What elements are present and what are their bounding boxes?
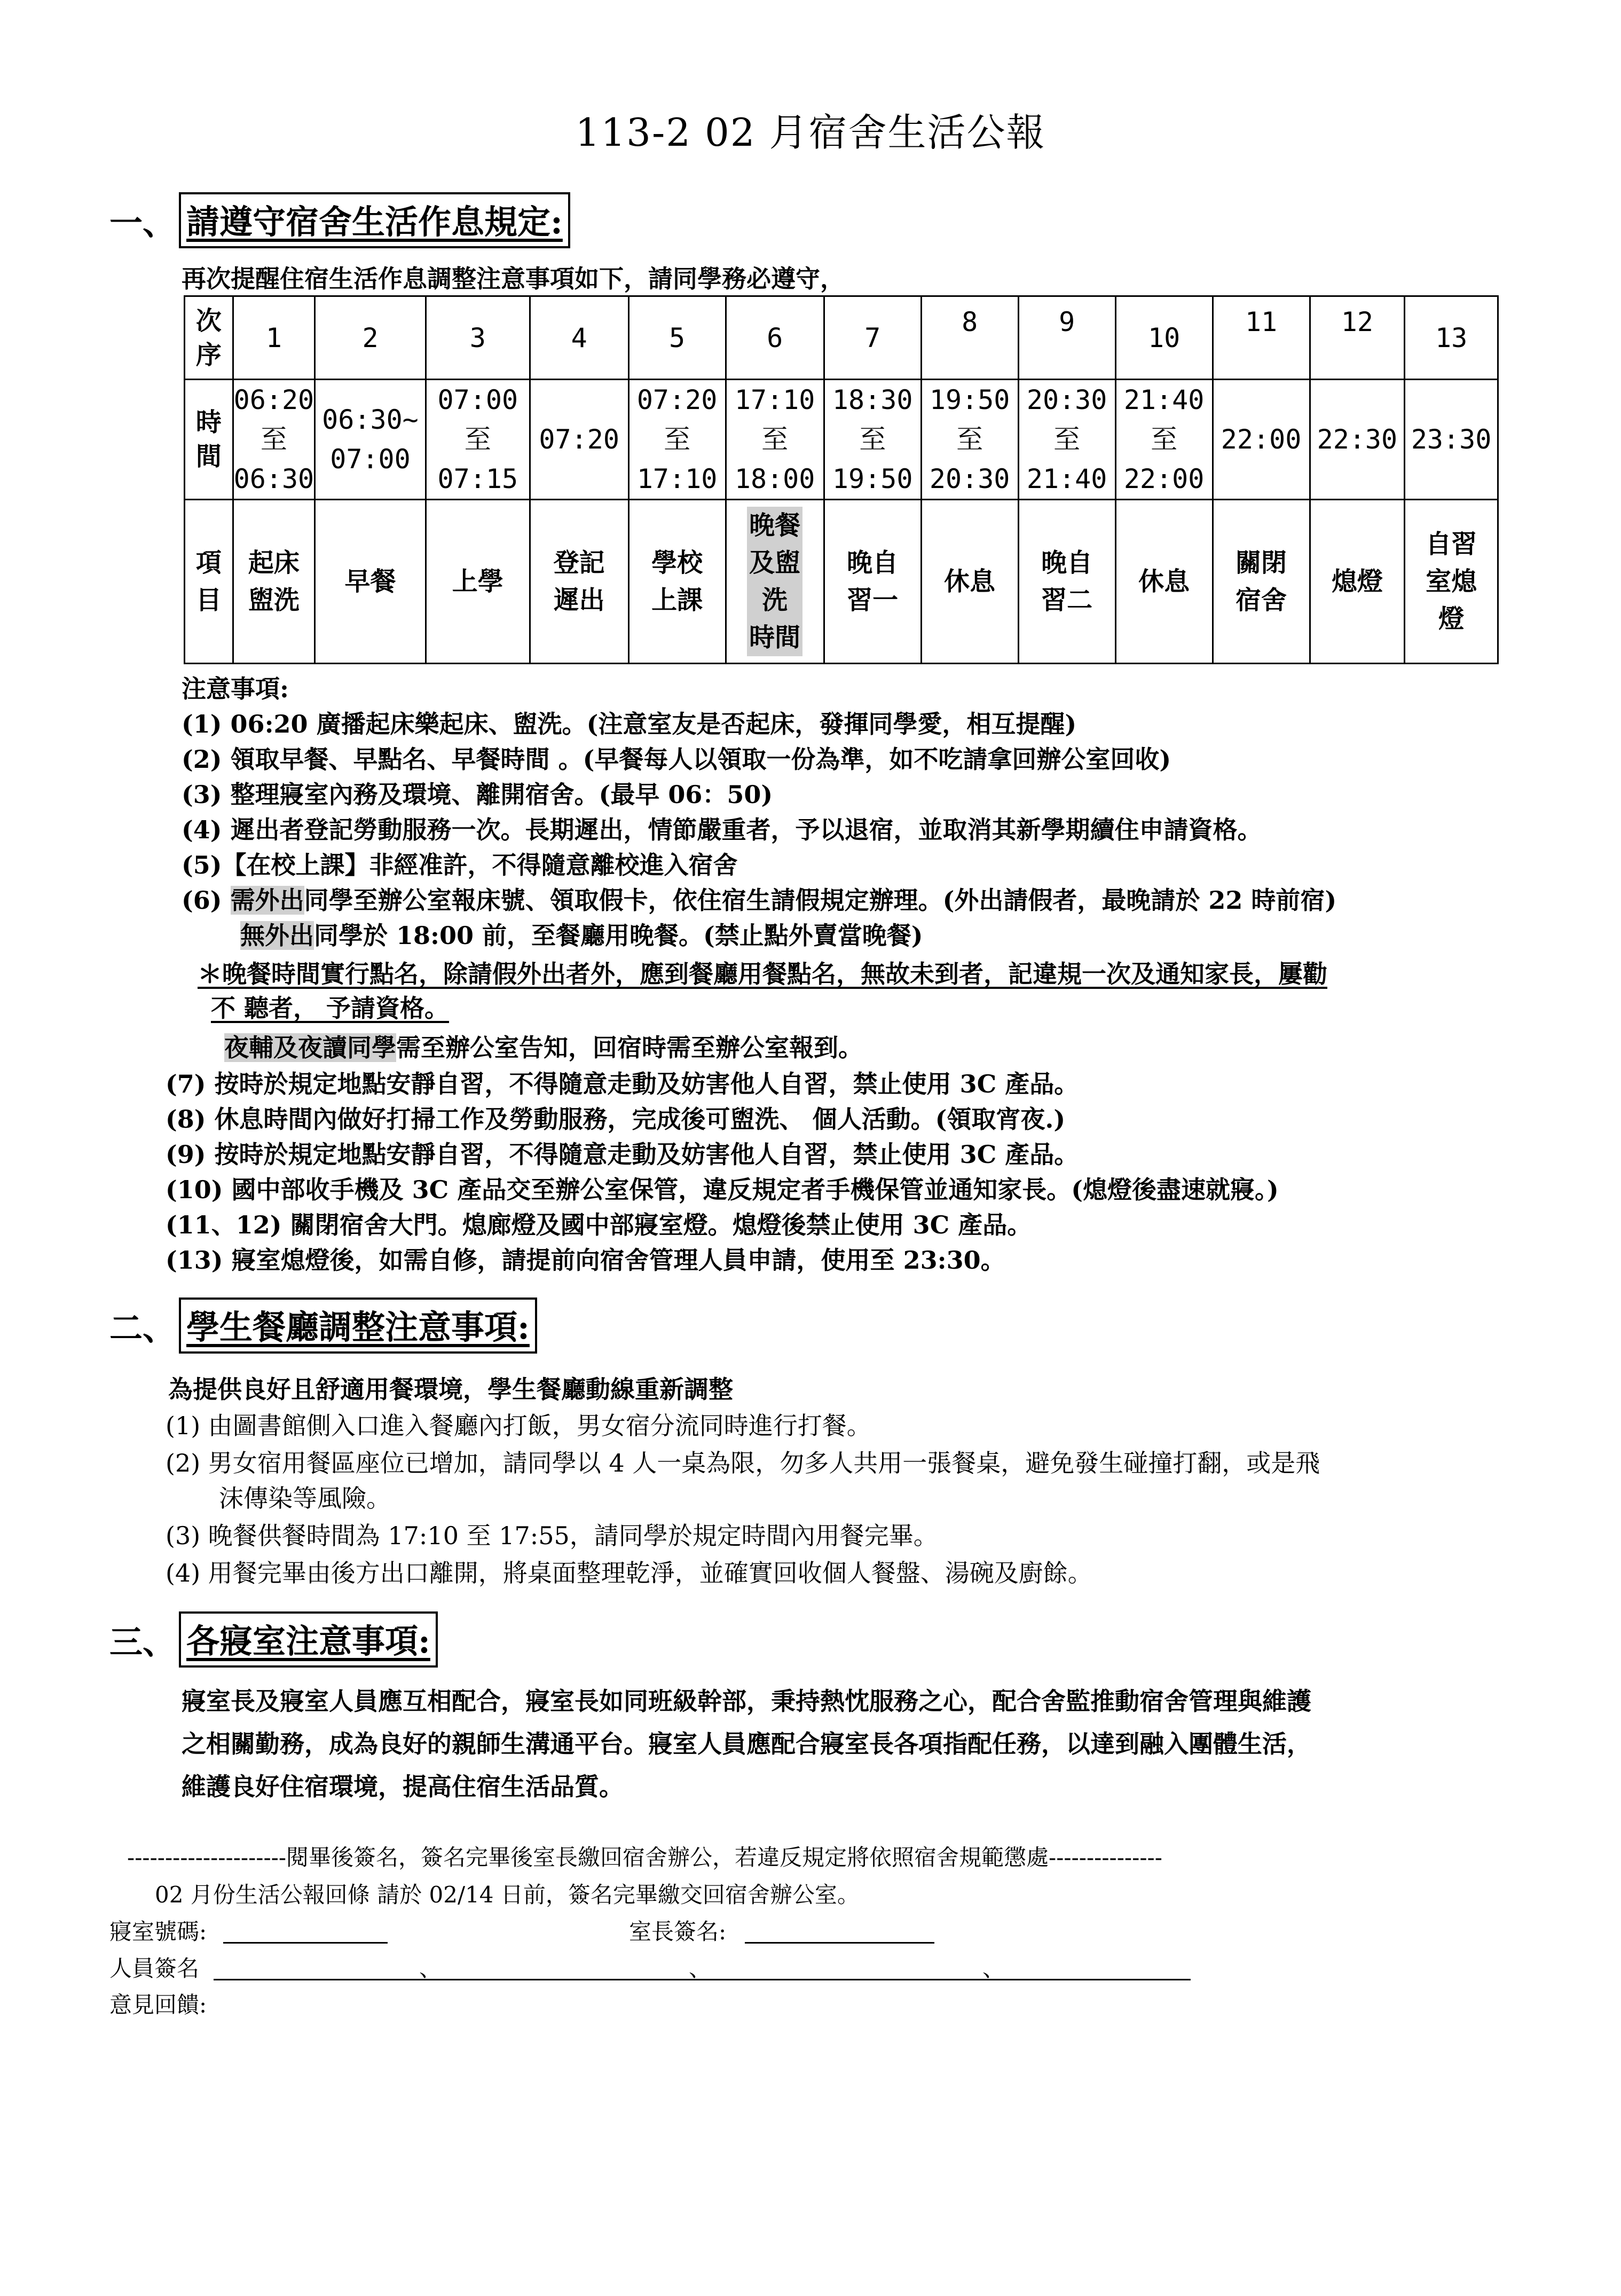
time-cell: 23:30: [1405, 380, 1498, 500]
time-cell: 07:20: [530, 380, 628, 500]
time-cell: 07:20 至 17:10: [628, 380, 726, 500]
item-cell: 自習 室熄 燈: [1405, 500, 1498, 664]
section3-number: 三、: [109, 1623, 176, 1662]
order-cell: 13: [1405, 296, 1498, 380]
order-cell: 2: [315, 296, 426, 380]
order-cell: 7: [824, 296, 921, 380]
order-cell: 10: [1115, 296, 1213, 380]
item-cell-highlight: 晚餐 及盥 洗 時間: [747, 507, 802, 656]
time-cell: 17:10 至 18:00: [726, 380, 824, 500]
note-13: (13) 寢室熄燈後，如需自修，請提前向宿舍管理人員申請，使用至 23:30。: [166, 1246, 1005, 1275]
item-cell: 學校 上課: [628, 500, 726, 664]
note-6-highlight: 需外出: [230, 886, 304, 915]
note-8: (8) 休息時間內做好打掃工作及勞動服務，完成後可盥洗、 個人活動。(領取宵夜.): [166, 1105, 1066, 1134]
note-3: (3) 整理寢室內務及環境、離開宿舍。(最早 06：50): [182, 780, 773, 809]
feedback-label: 意見回饋:: [109, 1992, 207, 2018]
cafeteria-note-3: (3) 晚餐供餐時間為 17:10 至 17:55，請同學於規定時間內用餐完畢。: [166, 1521, 938, 1550]
time-cell: 07:00 至 07:15: [426, 380, 530, 500]
room-number-field[interactable]: [223, 1942, 388, 1944]
section1-number: 一、: [109, 203, 176, 242]
item-cell: 休息: [1115, 500, 1213, 664]
item-cell: 晚自 習一: [824, 500, 921, 664]
note-6b: [240, 916, 923, 952]
order-cell: 6: [726, 296, 824, 380]
dorm-paragraph-line2: 之相關勤務，成為良好的親師生溝通平台。寢室人員應配合寢室長各項指配任務，以達到融入團體生活，: [182, 1729, 1311, 1758]
row-header-order: 次 序: [185, 296, 233, 380]
note-6: [182, 881, 1336, 916]
note-11: (11、12) 關閉宿舍大門。熄廊燈及國中部寢室燈。熄燈後禁止使用 3C 產品。: [166, 1210, 1032, 1239]
note-6-text: 同學至辦公室報床號、領取假卡，依住宿生請假規定辦理。(外出請假者，最晚請於 22 時前宿): [304, 886, 1337, 915]
note-6d-highlight: 夜輔及夜讀同學: [224, 1033, 396, 1062]
item-cell: [726, 500, 824, 664]
order-cell: 12: [1310, 296, 1405, 380]
item-cell: 早餐: [315, 500, 426, 664]
notes-title: 注意事項:: [182, 674, 289, 703]
section2-intro: 為提供良好且舒適用餐環境，學生餐廳動線重新調整: [168, 1375, 733, 1404]
note-6d: [224, 1028, 863, 1064]
note-6b-highlight: 無外出: [240, 921, 314, 950]
time-cell: 20:30 至 21:40: [1018, 380, 1115, 500]
item-cell: 晚自 習二: [1018, 500, 1115, 664]
note-2: (2) 領取早餐、早點名、早餐時間 。(早餐每人以領取一份為準，如不吃請拿回辦公室回收): [182, 745, 1171, 774]
cut-line: ---------------------閱畢後簽名，簽名完畢後室長繳回宿舍辦公，若違反規定將依照宿舍規範懲處---------------: [127, 1844, 1162, 1870]
separator: 、: [689, 1955, 712, 1982]
time-cell: 18:30 至 19:50: [824, 380, 921, 500]
section3-heading: [109, 1611, 438, 1668]
order-cell: 8: [921, 296, 1018, 380]
note-4: (4) 遲出者登記勞動服務一次。長期遲出，情節嚴重者，予以退宿，並取消其新學期續住申請資格。: [182, 815, 1262, 844]
dorm-paragraph-line1: 寢室長及寢室人員應互相配合，寢室長如同班級幹部，秉持熱忱服務之心，配合舍監推動宿舍管理與維護: [182, 1687, 1311, 1716]
row-header-item: 項 目: [185, 500, 233, 664]
time-cell: 19:50 至 20:30: [921, 380, 1018, 500]
time-cell: 22:00: [1213, 380, 1310, 500]
section1-title: 請遵守宿舍生活作息規定:: [179, 192, 570, 248]
note-6b-text: 同學於 18:00 前，至餐廳用晚餐。(禁止點外賣當晚餐): [314, 921, 923, 950]
leader-signature-field[interactable]: [745, 1942, 934, 1944]
order-cell: 4: [530, 296, 628, 380]
section1-intro: 再次提醒住宿生活作息調整注意事項如下，請同學務必遵守，: [182, 264, 845, 293]
order-cell: 5: [628, 296, 726, 380]
time-cell: 06:20 至 06:30: [233, 380, 315, 500]
note-5: (5)【在校上課】非經准許，不得隨意離校進入宿舍: [182, 851, 738, 879]
cafeteria-note-1: (1) 由圖書館側入口進入餐廳內打飯，男女宿分流同時進行打餐。: [166, 1411, 871, 1440]
order-cell: 11: [1213, 296, 1310, 380]
time-cell: 21:40 至 22:00: [1115, 380, 1213, 500]
cafeteria-note-2-cont: 沫傳染等風險。: [219, 1484, 391, 1513]
members-signature-label: 人員簽名: [109, 1955, 200, 1982]
time-cell: 22:30: [1310, 380, 1405, 500]
section3-title: 各寢室注意事項:: [179, 1611, 438, 1668]
schedule-row-time: [185, 380, 1498, 500]
dorm-paragraph-line3: 維護良好住宿環境，提高住宿生活品質。: [182, 1772, 624, 1801]
separator: 、: [419, 1955, 442, 1982]
schedule-row-order: [185, 296, 1498, 380]
separator: 、: [982, 1955, 1005, 1982]
schedule-row-item: [185, 500, 1498, 664]
page-title: 113-2 02 月宿舍生活公報: [575, 110, 1046, 155]
room-number-label: 寢室號碼:: [109, 1918, 207, 1945]
note-10: (10) 國中部收手機及 3C 產品交至辦公室保管，違反規定者手機保管並通知家長。(熄燈後盡速就寢。): [166, 1175, 1279, 1204]
item-cell: 關閉 宿舍: [1213, 500, 1310, 664]
item-cell: 登記 遲出: [530, 500, 628, 664]
order-cell: 3: [426, 296, 530, 380]
section1-heading: [109, 192, 570, 248]
item-cell: 休息: [921, 500, 1018, 664]
section2-title: 學生餐廳調整注意事項:: [179, 1298, 537, 1354]
order-cell: 1: [233, 296, 315, 380]
note-7: (7) 按時於規定地點安靜自習，不得隨意走動及妨害他人自習，禁止使用 3C 產品。: [166, 1070, 1079, 1098]
note-6d-text: 需至辦公室告知，回宿時需至辦公室報到。: [396, 1033, 863, 1062]
note-1: (1) 06:20 廣播起床樂起床、盥洗。(注意室友是否起床，發揮同學愛，相互提醒): [182, 710, 1077, 738]
section2-heading: [109, 1298, 537, 1354]
item-cell: 熄燈: [1310, 500, 1405, 664]
section2-number: 二、: [109, 1309, 176, 1348]
schedule-table: [184, 295, 1499, 664]
leader-signature-label: 室長簽名:: [629, 1918, 727, 1945]
note-6c-line2: 不 聽者， 予請資格。: [211, 994, 450, 1023]
item-cell: 上學: [426, 500, 530, 664]
order-cell: 9: [1018, 296, 1115, 380]
note-9: (9) 按時於規定地點安靜自習，不得隨意走動及妨害他人自習，禁止使用 3C 產品。: [166, 1140, 1079, 1169]
row-header-time: 時 間: [185, 380, 233, 500]
time-cell: 06:30~ 07:00: [315, 380, 426, 500]
item-cell: 起床 盥洗: [233, 500, 315, 664]
cafeteria-note-2: (2) 男女宿用餐區座位已增加，請同學以 4 人一桌為限，勿多人共用一張餐桌，避免發生碰撞打翻，或是飛: [166, 1449, 1320, 1477]
note-6c-line1: ＊晚餐時間實行點名，除請假外出者外，應到餐廳用餐點名，無故未到者，記違規一次及通知家長，屢勸: [198, 960, 1327, 988]
return-note: 02 月份生活公報回條 請於 02/14 日前，簽名完畢繳交回宿舍辦公室。: [155, 1882, 860, 1908]
cafeteria-note-4: (4) 用餐完畢由後方出口離開，將桌面整理乾淨，並確實回收個人餐盤、湯碗及廚餘。: [166, 1559, 1092, 1587]
note-6-prefix: (6): [182, 886, 231, 915]
